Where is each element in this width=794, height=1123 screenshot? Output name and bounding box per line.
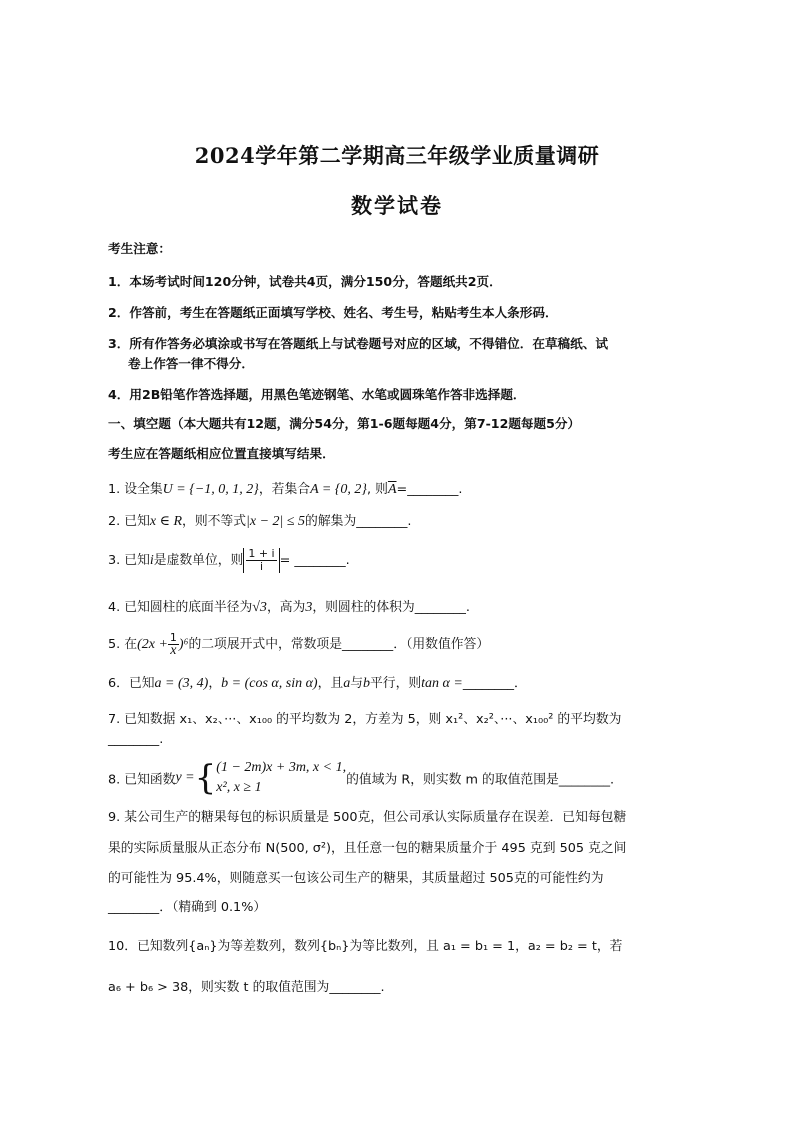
q3-prefix: 3. 已知	[108, 553, 150, 568]
q4-radius: √3	[252, 600, 267, 615]
question-8	[108, 758, 614, 798]
q5-numerator: 1	[169, 631, 177, 644]
q3-fraction	[246, 548, 276, 573]
question-9-line-3: 的可能性为 95.4%，则随意买一包该公司生产的糖果，其质量超过 505克的可能性约为	[108, 871, 604, 886]
section-heading: 一、填空题（本大题共有12题，满分54分，第1-6题每题4分，第7-12题每题5分）	[108, 416, 581, 431]
question-9-line-4: ________．（精确到 0.1%）	[108, 900, 267, 915]
q5-post: 的二项展开式中，常数项是________．（用数值作答）	[188, 637, 490, 652]
q6-post: 平行，则	[369, 676, 422, 691]
question-7: 7. 已知数据 x₁、x₂、···、x₁₀₀ 的平均数为 2，方差为 5，则 x₁²、x₂²、···、x₁₀₀² 的平均数为	[108, 712, 622, 727]
q2-mid: ，则不等式	[182, 514, 246, 529]
q1-set-u: U = {−1, 0, 1, 2}	[162, 482, 259, 497]
page-title: 2024学年第二学期高三年级学业质量调研	[194, 143, 600, 168]
q3-denominator: i	[259, 560, 263, 573]
question-9-line-1: 9. 某公司生产的糖果每包的标识质量是 500克，但公司承认实际质量存在误差．已知每包糖	[108, 810, 627, 825]
q5-expr: (2x +	[137, 637, 168, 652]
q1-prefix: 1. 设全集	[108, 482, 163, 497]
q2-prefix: 2. 已知	[108, 514, 150, 529]
q5-exponent: )⁶	[178, 637, 189, 652]
q4-height: 3	[305, 600, 313, 615]
q5-fraction	[168, 632, 179, 657]
q8-post: 的值域为 R，则实数 m 的取值范围是________.	[346, 772, 615, 788]
notice-heading: 考生注意：	[108, 241, 171, 256]
notice-item-3-cont: 卷上作答一律不得分．	[128, 356, 254, 371]
q6-and: 与	[350, 676, 363, 691]
q4-mid: ，高为	[266, 600, 306, 615]
q6-b: b	[362, 676, 370, 691]
q5-denominator: x	[170, 643, 177, 658]
q2-condition: x ∈ R	[149, 514, 183, 529]
q1-mid: ，若集合	[258, 482, 311, 497]
q2-post: 的解集为________.	[305, 514, 412, 529]
q2-inequality: |x − 2| ≤ 5	[246, 514, 306, 529]
question-1	[108, 478, 463, 498]
question-10-line-2: a₆ + b₆ > 38，则实数 t 的取值范围为________.	[108, 980, 385, 995]
question-4	[108, 596, 470, 616]
question-3	[108, 548, 350, 573]
q3-mid: 是虚数单位，则	[153, 553, 244, 568]
q6-vector-b: b = (cos α, sin α)	[221, 676, 318, 691]
page-subtitle: 数学试卷	[351, 193, 443, 218]
q8-case-2: x², x ≥ 1	[216, 780, 262, 795]
q8-prefix: 8. 已知函数	[108, 772, 176, 788]
q4-prefix: 4. 已知圆柱的底面半径为	[108, 600, 253, 615]
q6-blank: ________．	[462, 676, 527, 691]
q1-set-a: A = {0, 2}	[310, 482, 368, 497]
q8-case-1: (1 − 2m)x + 3m, x < 1,	[216, 760, 347, 775]
q6-a: a	[343, 676, 351, 691]
question-9-line-2: 果的实际质量服从正态分布 N(500, σ²)，且任意一包的糖果质量介于 495 克到 505 克之间	[108, 841, 627, 856]
q3-unit: i	[149, 553, 154, 568]
q1-post: , 则	[367, 482, 388, 497]
q6-vector-a: a = (3, 4)	[154, 676, 209, 691]
notice-item-3: 3．所有作答务必填涂或书写在答题纸上与试卷题号对应的区域，不得错位．在草稿纸、试	[108, 336, 608, 351]
q6-prefix: 6．已知	[108, 676, 155, 691]
q1-blank: =________.	[396, 482, 463, 497]
q3-post: = ________.	[279, 553, 350, 568]
q6-tan: tan α =	[421, 676, 463, 691]
question-6	[108, 672, 527, 692]
q3-abs	[243, 548, 279, 573]
question-2	[108, 510, 412, 530]
section-instruction: 考生应在答题纸相应位置直接填写结果．	[108, 446, 335, 461]
q3-numerator: 1 + i	[248, 547, 275, 560]
q8-y: y =	[175, 770, 195, 785]
notice-item-2: 2．作答前，考生在答题纸正面填写学校、姓名、考生号，粘贴考生本人条形码．	[108, 305, 558, 320]
q6-mid: ，且	[317, 676, 344, 691]
q8-brace: {	[194, 758, 217, 798]
question-10-line-1: 10．已知数列{aₙ}为等差数列，数列{bₙ}为等比数列，且 a₁ = b₁ = 1，a₂ = b₂ = t，若	[108, 939, 623, 954]
notice-item-4: 4．用2B铅笔作答选择题，用黑色笔迹钢笔、水笔或圆珠笔作答非选择题．	[108, 387, 526, 402]
notice-item-1: 1．本场考试时间120分钟，试卷共4页，满分150分，答题纸共2页．	[108, 274, 502, 289]
q1-complement: $\overline{A}$	[387, 482, 397, 497]
q5-prefix: 5. 在	[108, 637, 138, 652]
q6-sep: ，	[208, 676, 222, 691]
question-7-blank: ________.	[108, 732, 164, 747]
q4-post: ，则圆柱的体积为________.	[312, 600, 470, 615]
question-5	[108, 632, 489, 657]
q8-cases	[216, 758, 346, 798]
